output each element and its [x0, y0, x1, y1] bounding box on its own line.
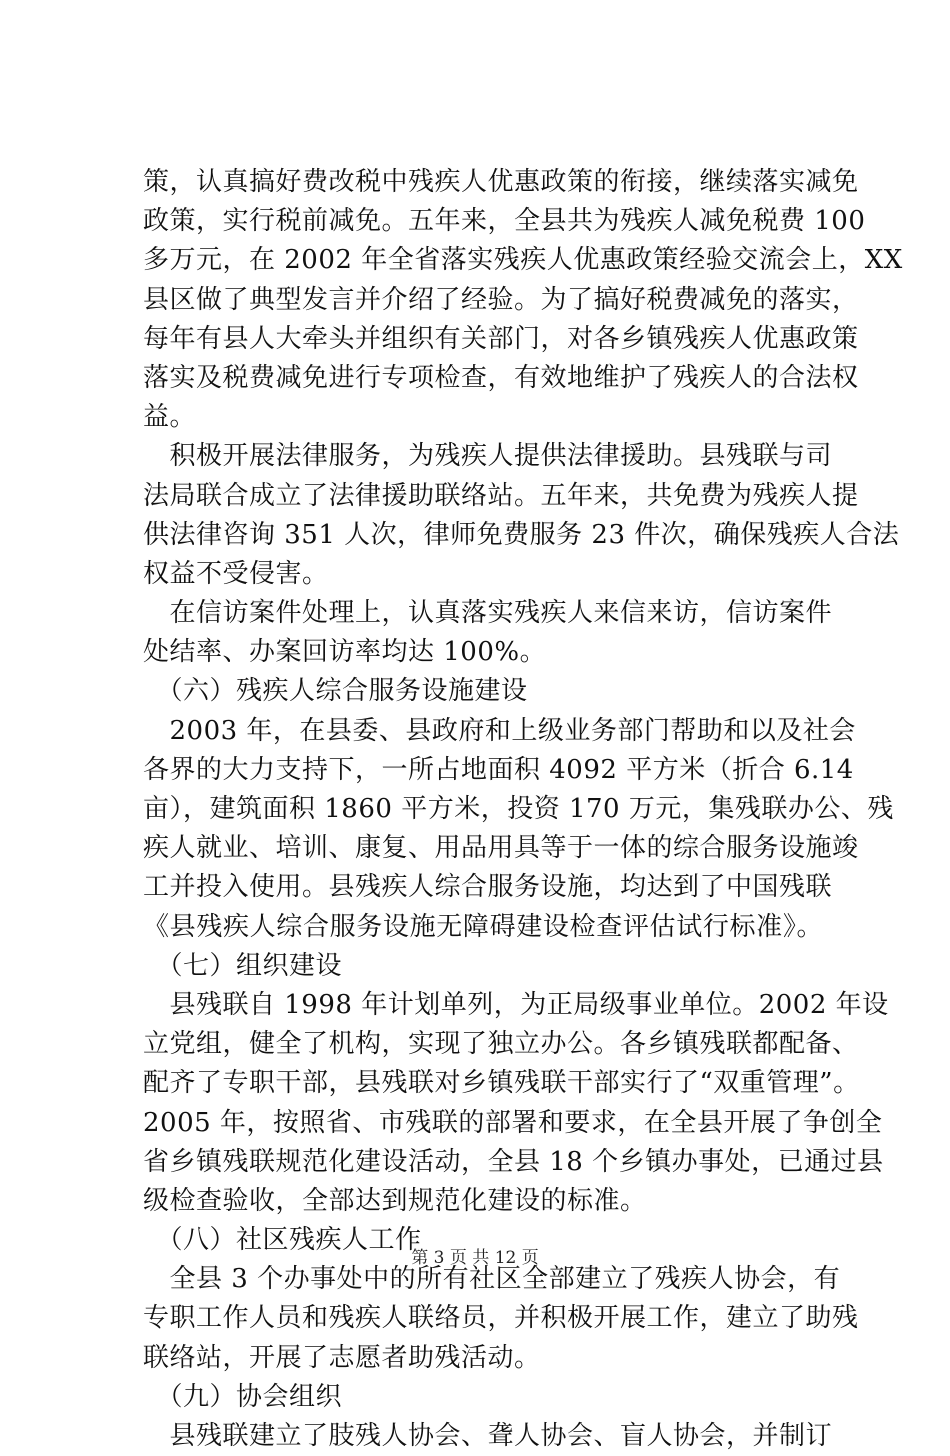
- text-line: 配齐了专职干部，县残联对乡镇残联干部实行了“双重管理”。: [143, 1068, 860, 1099]
- text-line: 在信访案件处理上，认真落实残疾人来信来访，信访案件: [143, 598, 833, 629]
- text-line: 处结率、办案回访率均达 100%。: [143, 637, 547, 668]
- text-line: 全县 3 个办事处中的所有社区全部建立了残疾人协会，有: [143, 1264, 841, 1295]
- text-line: 政策，实行税前减免。五年来，全县共为残疾人减免税费 100: [143, 206, 866, 237]
- text-line: 每年有县人大牵头并组织有关部门，对各乡镇残疾人优惠政策: [143, 323, 859, 354]
- text-line: 落实及税费减免进行专项检查，有效地维护了残疾人的合法权: [143, 362, 859, 393]
- text-line: （六）残疾人综合服务设施建设: [143, 676, 528, 707]
- page-footer: 第 3 页 共 12 页: [411, 1248, 539, 1268]
- text-line: 联络站，开展了志愿者助残活动。: [143, 1342, 541, 1373]
- text-line: 积极开展法律服务，为残疾人提供法律援助。县残联与司: [143, 441, 833, 472]
- text-line: 供法律咨询 351 人次，律师免费服务 23 件次，确保残疾人合法: [143, 519, 900, 550]
- text-line: 2003 年，在县委、县政府和上级业务部门帮助和以及社会: [143, 715, 856, 746]
- text-line: 《县残疾人综合服务设施无障碍建设检查评估试行标准》。: [143, 911, 823, 942]
- text-line: 各界的大力支持下，一所占地面积 4092 平方米（折合 6.14: [143, 754, 854, 785]
- text-line: 益。: [143, 402, 197, 433]
- text-line: 工并投入使用。县残疾人综合服务设施，均达到了中国残联: [143, 872, 833, 903]
- text-line: 立党组，健全了机构，实现了独立办公。各乡镇残联都配备、: [143, 1029, 859, 1060]
- text-line: 疾人就业、培训、康复、用品用具等于一体的综合服务设施竣: [143, 833, 859, 864]
- text-line: （七）组织建设: [143, 950, 343, 981]
- text-line: 县残联建立了肢残人协会、聋人协会、盲人协会，并制订: [143, 1421, 833, 1451]
- text-line: 多万元，在 2002 年全省落实残疾人优惠政策经验交流会上，XX: [143, 245, 903, 276]
- text-line: 县残联自 1998 年计划单列，为正局级事业单位。2002 年设: [143, 989, 889, 1020]
- text-line: 2005 年，按照省、市残联的部署和要求，在全县开展了争创全: [143, 1107, 883, 1138]
- text-line: （九）协会组织: [143, 1381, 343, 1412]
- text-line: 法局联合成立了法律援助联络站。五年来，共免费为残疾人提: [143, 480, 859, 511]
- text-line: 策，认真搞好费改税中残疾人优惠政策的衔接，继续落实减免: [143, 167, 859, 197]
- text-line: 权益不受侵害。: [143, 558, 329, 589]
- text-line: 县区做了典型发言并介绍了经验。为了搞好税费减免的落实，: [143, 284, 859, 315]
- text-line: 省乡镇残联规范化建设活动，全县 18 个乡镇办事处，已通过县: [143, 1146, 884, 1177]
- text-line: （八）社区残疾人工作: [143, 1225, 422, 1256]
- text-line: 专职工作人员和残疾人联络员，并积极开展工作，建立了助残: [143, 1303, 859, 1334]
- text-line: 级检查验收，全部达到规范化建设的标准。: [143, 1185, 647, 1216]
- text-line: 亩），建筑面积 1860 平方米，投资 170 万元，集残联办公、残: [143, 794, 894, 824]
